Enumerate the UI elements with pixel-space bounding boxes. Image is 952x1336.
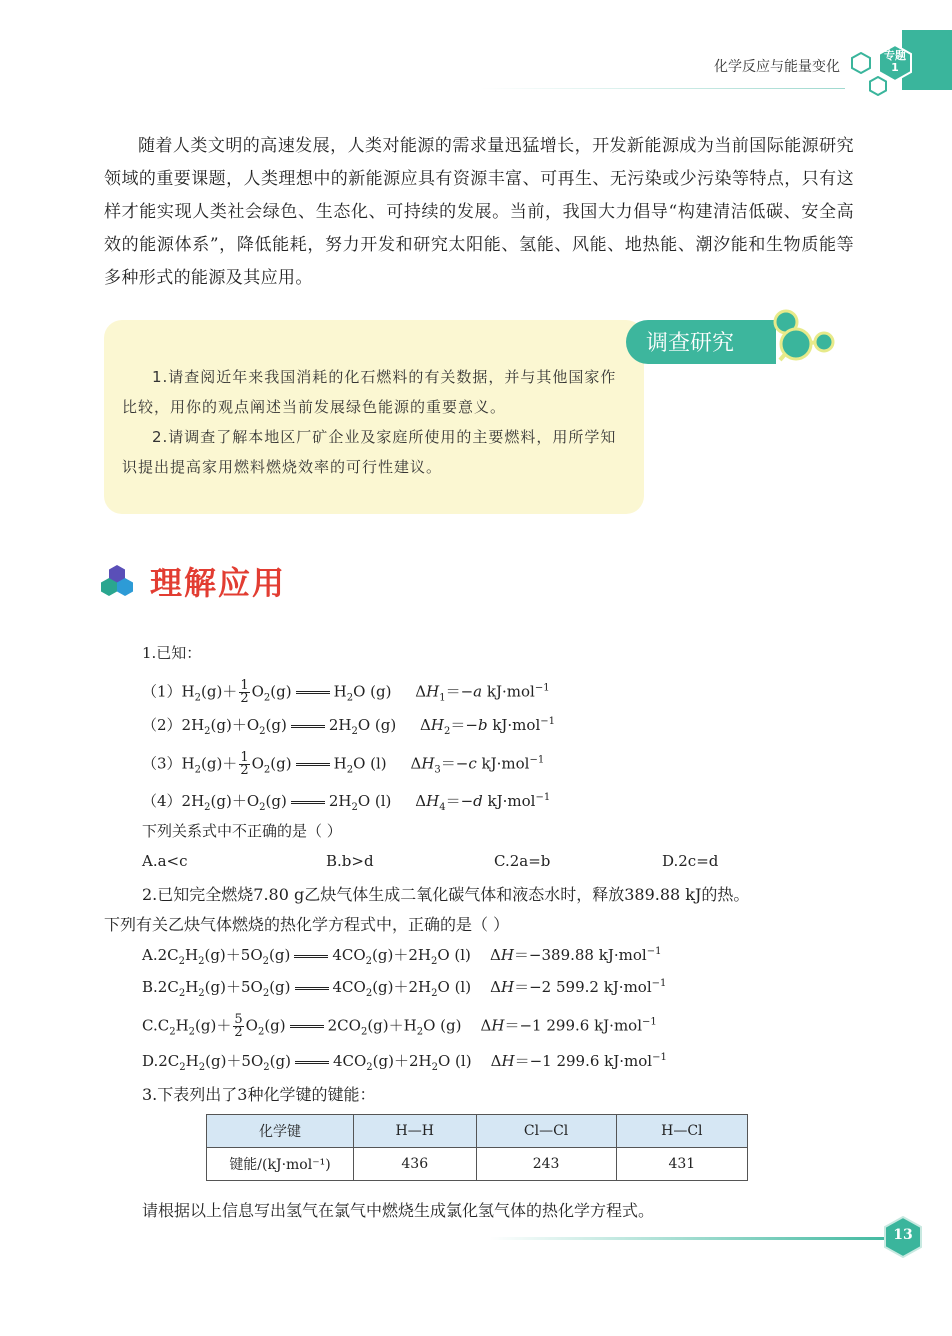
chapter-title: 化学反应与能量变化 bbox=[714, 59, 840, 75]
table-row-label: 键能/(kJ·mol⁻¹) bbox=[207, 1148, 354, 1181]
page-number: 13 bbox=[893, 1227, 913, 1243]
bond-energy-table bbox=[206, 1114, 748, 1181]
q1-question: 下列关系式中不正确的是（ ） bbox=[142, 822, 342, 840]
q1-option-c: C.2a=b bbox=[494, 852, 551, 870]
q2-stem-2: 下列有关乙炔气体燃烧的热化学方程式中，正确的是（ ） bbox=[104, 915, 510, 934]
topic-number: 1 bbox=[891, 61, 899, 74]
q1-stem: 1.已知： bbox=[142, 644, 202, 662]
topic-label: 专题 bbox=[884, 49, 906, 62]
table-row bbox=[207, 1115, 748, 1148]
table-cell: 436 bbox=[354, 1148, 477, 1181]
molecule-decoration-icon bbox=[756, 304, 842, 374]
q2-dh-c: −1 299.6 bbox=[519, 1016, 590, 1035]
table-row bbox=[207, 1148, 748, 1181]
header-divider bbox=[480, 88, 845, 89]
table-cell: H—Cl bbox=[616, 1115, 747, 1148]
table-cell: Cl—Cl bbox=[476, 1115, 616, 1148]
q3-question: 请根据以上信息写出氢气在氯气中燃烧生成氯化氢气体的热化学方程式。 bbox=[142, 1201, 655, 1220]
q1-option-d: D.2c=d bbox=[662, 852, 719, 870]
section-title: 理解应用 bbox=[150, 564, 287, 602]
q1-eq-1: $(1)H_2(g)+$ $\frac{1}{2}$ $O_2(g)$ $H_2O$ (g) $\Delta H_1=-a$ kJ·mol$^{-1}$ bbox=[142, 678, 550, 706]
q2-stem: 2.已知完全燃烧7.80 g乙炔气体生成二氧化碳气体和液态水时，释放389.88 kJ的热。 bbox=[142, 885, 750, 904]
table-cell: 431 bbox=[616, 1148, 747, 1181]
q2-dh-a: −389.88 bbox=[528, 946, 594, 964]
research-tag-label: 调查研究 bbox=[646, 331, 735, 356]
q3-stem: 3.下表列出了3种化学键的键能： bbox=[142, 1085, 376, 1104]
table-cell: 243 bbox=[476, 1148, 616, 1181]
research-item-1: 1.请查阅近年来我国消耗的化石燃料的有关数据，并与其他国家作比较，用你的观点阐述当前发展绿色能源的重要意义。 bbox=[122, 368, 617, 416]
q2-option-b: $B.2C_2H_2(g)+5O_2(g)$ $4CO_2(g)+2H_2O$ (l) ΔH＝−2 599.2 kJ·mol$^{-1}$ bbox=[142, 978, 667, 999]
q1-option-b: B.b>d bbox=[326, 852, 374, 870]
table-cell: H—H bbox=[354, 1115, 477, 1148]
research-items bbox=[122, 362, 630, 482]
footer-divider bbox=[490, 1237, 890, 1240]
hexagon-outline-icon bbox=[850, 52, 872, 74]
q2-option-a: $A.2C_2H_2(g)+5O_2(g)$ $4CO_2(g)+2H_2O$ (l) ΔH＝−389.88 kJ·mol$^{-1}$ bbox=[142, 946, 662, 967]
q2-option-d: $D.2C_2H_2(g)+5O_2(g)$ $4CO_2(g)+2H_2O$ (l) ΔH＝−1 299.6 kJ·mol$^{-1}$ bbox=[142, 1052, 667, 1073]
q1-eq-3: $(3)H_2(g)+$ $\frac{1}{2}$ $O_2(g)$ $H_2O$ (l) $\Delta H_3=-c$ kJ·mol$^{-1}$ bbox=[142, 750, 545, 778]
intro-paragraph: 随着人类文明的高速发展，人类对能源的需求量迅猛增长，开发新能源成为当前国际能源研究领域的重要课题，人类理想中的新能源应具有资源丰富、可再生、无污染或少污染等特点，只有这样才能实现人类社会绿色、生态化、可持续的发展。当前，我国大力倡导“构建清洁低碳、安全高效的能源体系”，降低能耗，努力开发和研究太阳能、氢能、风能、地热能、潮汐能和生物质能等多种形式的能源及其应用。 bbox=[104, 136, 854, 288]
cubes-icon bbox=[100, 564, 134, 596]
q1-eq-2: $(2)2H_2(g)+O_2(g)$ $2H_2O$ (g) $\Delta H_2=-b$ kJ·mol$^{-1}$ bbox=[142, 716, 555, 737]
topic-badge bbox=[878, 50, 912, 74]
intro-text bbox=[104, 130, 854, 295]
q2-dh-b: −2 599.2 bbox=[529, 978, 599, 996]
q1-eq-4: $(4)2H_2(g)+O_2(g)$ $2H_2O$ (l) $\Delta H_4=-d$ kJ·mol$^{-1}$ bbox=[142, 792, 551, 813]
q1-option-a: A.a<c bbox=[142, 852, 188, 870]
q2-option-c: $C.C_2H_2(g)+$ $\frac{5}{2}$ $O_2(g)$ $2CO_2(g)+H_2O$ (g) ΔH＝−1 299.6 kJ·mol$^{-1}$ bbox=[142, 1012, 657, 1040]
table-header-label: 化学键 bbox=[207, 1115, 354, 1148]
hexagon-small-icon bbox=[868, 76, 888, 96]
research-item-2: 2.请调查了解本地区厂矿企业及家庭所使用的主要燃料，用所学知识提出提高家用燃料燃烧效率的可行性建议。 bbox=[122, 428, 617, 476]
q2-dh-d: −1 299.6 bbox=[529, 1052, 600, 1070]
